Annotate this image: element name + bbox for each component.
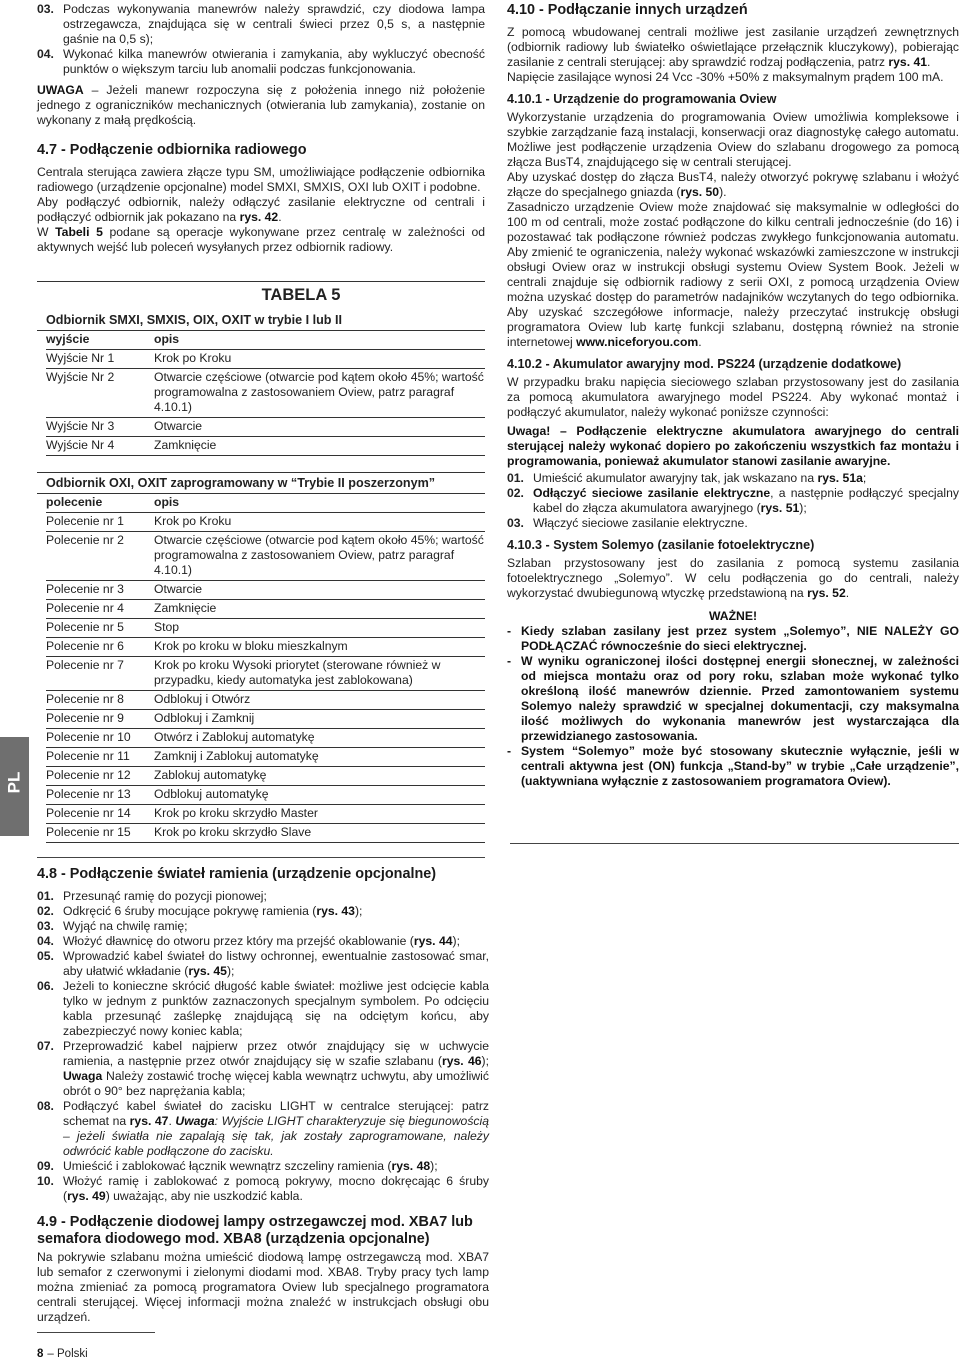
- table-row: [46, 691, 485, 710]
- right-column: [507, 2, 959, 789]
- table-cell-key: Polecenie nr 3: [46, 582, 124, 596]
- paragraph: Napięcie zasilające wynosi 24 Vcc -30% +50% z maksymalnym prądem 100 mA.: [507, 70, 944, 84]
- website-link[interactable]: www.niceforyou.com: [576, 335, 699, 349]
- table-cell-key: Polecenie nr 11: [46, 749, 130, 763]
- table-cell-desc: Krok po kroku Wysoki priorytet (sterowane również w przypadku, kiedy automatyka jest zablokowana): [154, 658, 441, 687]
- step-number: 01.: [507, 471, 524, 485]
- section-heading-4-10-3: 4.10.3 - System Solemyo (zasilanie fotoelektryczne): [507, 538, 815, 552]
- step-02: [507, 486, 959, 516]
- table-cell-desc: Zablokuj automatykę: [154, 768, 267, 782]
- figure-ref: rys. 52: [807, 586, 846, 600]
- table-cell-key: Polecenie nr 15: [46, 825, 131, 839]
- step-item: [37, 904, 489, 919]
- table-row: [46, 657, 485, 691]
- step-03: [37, 2, 485, 47]
- table-cell-desc: Krok po kroku skrzydło Slave: [154, 825, 312, 839]
- step-item: [37, 919, 489, 934]
- paragraph: W przypadku braku napięcia sieciowego szlaban przystosowany jest do zasilania za pomocą akumulatora awaryjnego model PS224. Aby wykonać montaż i podłączyć akumulator, należy wykonać poniższe czynności:: [507, 375, 959, 419]
- table-cell-desc: Otwarcie częściowe (otwarcie pod kątem około 45%; wartość programowalna z zastosowaniem Oview, patrz paragraf 4.10.1): [154, 370, 484, 414]
- left-column: [37, 2, 485, 255]
- important-item: - Kiedy szlaban zasilany jest przez system „Solemyo”, NIE NALEŻY GO PODŁĄCZAĆ równocześnie do sieci elektrycznej.: [507, 624, 959, 653]
- step-number: 03.: [37, 919, 54, 933]
- step-07: 07. Przeprowadzić kabel najpierw przez otwór znajdujący się w uchwycie ramienia, a następnie przez otwór znajdujący się w szafie szlabanu (rys. 46); Uwaga Należy zostawić trochę więcej kabla wewnątrz uchwytu, aby umożliwić obrót o 90° bez naprężania kabla;: [37, 1039, 489, 1098]
- divider: [510, 843, 959, 844]
- uwaga-label: UWAGA: [37, 83, 84, 97]
- table-header-row: [46, 494, 485, 513]
- column-header: polecenie: [46, 495, 103, 509]
- table-cell-key: Polecenie nr 2: [46, 533, 124, 547]
- table-cell-key: Wyjście Nr 4: [46, 438, 115, 452]
- table-row: [46, 786, 485, 805]
- table-cell-desc: Krok po Kroku: [154, 514, 232, 528]
- important-heading: WAŻNE!: [708, 609, 758, 623]
- step-number: 02.: [37, 904, 54, 918]
- language-tab-label: PL: [4, 771, 24, 794]
- step-item: [37, 889, 489, 904]
- step-number: 01.: [37, 889, 54, 903]
- table-cell-key: Polecenie nr 6: [46, 639, 124, 653]
- paragraph: Aby uzyskać dostęp do złącza BusT4, należy otworzyć pokrywę szlabanu i włożyć złącze do specjalnego gniazda (rys. 50).: [507, 170, 959, 199]
- table-row: [46, 824, 485, 843]
- table-row: [46, 369, 485, 418]
- section-heading-4-10-2: 4.10.2 - Akumulator awaryjny mod. PS224 (urządzenie dodatkowe): [507, 357, 902, 371]
- table-row: [46, 437, 485, 456]
- section-heading-4-10-1: 4.10.1 - Urządzenie do programowania Oview: [507, 92, 777, 106]
- figure-ref: rys. 50: [680, 185, 720, 199]
- table-row: [46, 729, 485, 748]
- table-row: [46, 767, 485, 786]
- step-text: Odłączyć sieciowe zasilanie elektryczne, a następnie podłączyć specjalny kabel do złącza akumulatora awaryjnego (rys. 51);: [533, 486, 960, 515]
- figure-ref: rys. 42: [239, 210, 279, 224]
- step-item: [37, 934, 489, 949]
- table-cell-desc: Otwarcie: [154, 582, 203, 596]
- table-cell-key: Polecenie nr 9: [46, 711, 124, 725]
- important-item: - W wyniku ograniczonej ilości dostępnej energii słonecznej, w zależności od miejsca montażu oraz od pory roku, szlaban może wykonać tylko określoną ilość manewrów dziennie. Przed zamontowaniem systemu Solemyo należy sprawdzić w specjalnej dokumentacji, czy maksymalna ilość możliwych do wykonania manewrów jest wystarczająca dla przewidzianego zastosowania.: [507, 654, 959, 743]
- divider: [37, 857, 485, 858]
- uwaga-note: [37, 83, 485, 128]
- step-number: 03.: [37, 2, 54, 16]
- footer-rule: [37, 1332, 155, 1333]
- bottom-section: [37, 866, 489, 1325]
- table-cell-desc: Otwórz i Zablokuj automatykę: [154, 730, 315, 744]
- paragraph: Wykorzystanie urządzenia do programowania Oview umożliwia kompleksowe i szybkie zarządzanie fazą instalacji, konserwacji oraz diagnostykę całego automatu. Możliwe jest podłączenie urządzenia Oview do szlabanu drogowego za pomocą złącza BusT4, znajdującego się w centrali sterującej.: [507, 110, 959, 169]
- table-cell-desc: Krok po kroku w bloku mieszkalnym: [154, 639, 348, 653]
- paragraph: Szlaban przystosowany jest do zasilania z pomocą systemu zasilania fotoelektrycznego „Solemyo”. W celu podłączenia go do centrali, należy wykorzystać dwubiegunową wtyczkę przedstawioną na rys. 52.: [507, 556, 959, 600]
- table-section-rows: [37, 350, 485, 456]
- language-tab: [0, 737, 29, 836]
- table-row: [46, 748, 485, 767]
- table-row: [46, 805, 485, 824]
- table-row: [46, 619, 485, 638]
- steps-list: [37, 889, 489, 1039]
- step-number: 05.: [37, 949, 54, 963]
- step-number: 04.: [37, 47, 54, 61]
- paragraph: Na pokrywie szlabanu można umieścić diodową lampę ostrzegawczą mod. XBA7 lub semafor z czerwonymi i zielonymi diodami mod. XBA8. Tryby pracy tych lamp można zmieniać za pomocą programatora Oview lub specjalnego programatora centrali sterującej. Więcej informacji można znaleźć w instrukcjach obsługi obu urządzeń.: [37, 1250, 489, 1324]
- step-text: Podczas wykonywania manewrów należy sprawdzić, czy diodowa lampa ostrzegawcza, znajdująca się w centrali świeci przez 0,5 s, a następnie gaśnie na 0,5 s);: [63, 2, 485, 46]
- page-footer: [37, 1347, 88, 1362]
- table-cell-key: Wyjście Nr 1: [46, 351, 115, 365]
- step-text: Przesunąć ramię do pozycji pionowej;: [63, 889, 267, 903]
- paragraph: W Tabeli 5 podane są operacje wykonywane przez centralę w zależności od aktywnych wejść lub poleceń wysyłanych przez odbiornik radiowy.: [37, 225, 485, 254]
- important-item: - System “Solemyo” może być stosowany skutecznie wyłącznie, jeśli w centrali aktywna jest (ON) funkcja „Stand-by” w trybie „Całe urządzenie”, (uaktywniana wyłącznie z zastosowaniem programatora Oview).: [507, 744, 959, 788]
- step-text: Włączyć sieciowe zasilanie elektryczne.: [533, 516, 748, 530]
- paragraph: Zasadniczo urządzenie Oview może znajdować się maksymalnie w odległości do 100 m od centrali, może zostać podłączone do kilku centrali jednocześnie (do 16) i pozostawać tak podłączone również podczas zwykłego funkcjonowania automatu. Aby zmienić te ograniczenia, należy wykonać wskazówki zamieszczone w instrukcji obsługi Oview oraz w instrukcji obsługi systemu Oview System Book. Jeżeli w centrali znajduje się odbiornik radiowy z serii OXI, z pomocą urządzenia Oview można uzyskać dostęp do parametrów nadajników wczytanych do tego odbiornika. Aby uzyskać szczegółowe informacje, należy przeczytać instrukcję obsługi programatora Oview lub kartę funkcji szlabanu, dostępną również na stronie internetowej www.niceforyou.com.: [507, 200, 959, 349]
- table-cell-key: Polecenie nr 5: [46, 620, 124, 634]
- table-cell-key: Polecenie nr 7: [46, 658, 124, 672]
- table-row: [46, 710, 485, 729]
- table-section-rows: [37, 513, 485, 843]
- table-cell-key: Polecenie nr 1: [46, 514, 124, 528]
- step-number: 03.: [507, 516, 524, 530]
- warning-paragraph: Uwaga! – Podłączenie elektryczne akumulatora awaryjnego do centrali sterującej należy wykonać dopiero po zakończeniu wszystkich faz montażu i programowania, ponieważ akumulator stanowi zasilanie awaryjne.: [507, 424, 959, 468]
- step-text: Jeżeli to konieczne skrócić długość kable świateł: możliwe jest odcięcie kabla tylko w jednym z punktów zaznaczonych specjalnym symbolem. Po odcięciu kabla przesunąć zaślepkę znajdującą się na odciętym końcu, aby zabezpieczyć nowy koniec kabla;: [63, 979, 489, 1038]
- table-cell-key: Wyjście Nr 3: [46, 419, 115, 433]
- table-cell-desc: Odblokuj i Zamknij: [154, 711, 255, 725]
- page-number: 8: [37, 1348, 44, 1360]
- table-row: [46, 581, 485, 600]
- step-04: [37, 47, 485, 77]
- table-row: [46, 600, 485, 619]
- table-row: [46, 418, 485, 437]
- table-section-heading: Odbiornik OXI, OXIT zaprogramowany w “Trybie II poszerzonym”: [37, 472, 485, 494]
- table-cell-key: Polecenie nr 8: [46, 692, 124, 706]
- table-cell-desc: Zamknięcie: [154, 438, 217, 452]
- step-number: 04.: [37, 934, 54, 948]
- column-header: opis: [154, 332, 180, 346]
- figure-ref: rys. 41: [888, 55, 928, 69]
- section-heading-4-7: 4.7 - Podłączenie odbiornika radiowego: [37, 142, 307, 158]
- step-number: 06.: [37, 979, 54, 993]
- step-09: 09. Umieścić i zablokować łącznik wewnątrz szczeliny ramienia (rys. 48);: [37, 1159, 438, 1173]
- step-item: [37, 949, 489, 979]
- step-text: Włożyć dławnicę do otworu przez który ma przejść okablowanie (rys. 44);: [63, 934, 460, 948]
- table-row: [46, 638, 485, 657]
- step-item: [37, 979, 489, 1039]
- table-title: TABELA 5: [261, 286, 341, 304]
- step-03: [507, 516, 959, 531]
- paragraph: Aby podłączyć odbiornik, należy odłączyć zasilanie elektryczne od centrali i podłączyć odbiornik jak pokazano na rys. 42.: [37, 195, 485, 224]
- table-section-heading: Odbiornik SMXI, SMXIS, OIX, OXIT w trybie I lub II: [37, 310, 485, 331]
- table-row: [46, 513, 485, 532]
- table-cell-desc: Zamknij i Zablokuj automatykę: [154, 749, 319, 763]
- step-number: 02.: [507, 486, 524, 500]
- section-heading-4-10: 4.10 - Podłączanie innych urządzeń: [507, 2, 748, 18]
- step-01: [507, 471, 959, 486]
- table-cell-desc: Zamknięcie: [154, 601, 217, 615]
- table-cell-desc: Krok po Kroku: [154, 351, 232, 365]
- table-cell-key: Polecenie nr 12: [46, 768, 131, 782]
- step-text: Odkręcić 6 śruby mocujące pokrywę ramienia (rys. 43);: [63, 904, 363, 918]
- table-cell-key: Polecenie nr 14: [46, 806, 131, 820]
- table-cell-desc: Otwarcie: [154, 419, 203, 433]
- table-cell-key: Polecenie nr 4: [46, 601, 124, 615]
- table-cell-desc: Krok po kroku skrzydło Master: [154, 806, 318, 820]
- footer-language: – Polski: [47, 1348, 88, 1360]
- table-row: [46, 532, 485, 581]
- step-text: Wprowadzić kabel świateł do listwy ochronnej, ewentualnie zastosować smar, aby ułatwić wkładanie (rys. 45);: [63, 949, 489, 978]
- step-08: 08. Podłączyć kabel świateł do zacisku LIGHT w centralce sterującej: patrz schemat na rys. 47. Uwaga: Wyjście LIGHT charakteryzuje się biegunowością – jeżeli światła nie zapalają się tak, jak zostały zaprogramowane, należy odwrócić kable podłączone do zacisku.: [37, 1099, 489, 1158]
- table-cell-key: Polecenie nr 10: [46, 730, 131, 744]
- table-cell-desc: Odblokuj i Otwórz: [154, 692, 251, 706]
- table-cell-desc: Stop: [154, 620, 180, 634]
- section-heading-4-9: 4.9 - Podłączenie diodowej lampy ostrzegawczej mod. XBA7 lub semafora diodowego mod. XBA8 (urządzenia opcjonalne): [37, 1214, 473, 1247]
- table-cell-key: Wyjście Nr 2: [46, 370, 115, 384]
- step-text: Wykonać kilka manewrów otwierania i zamykania, aby wykluczyć obecność punktów o większym tarciu lub anomalii podczas funkcjonowania.: [63, 47, 485, 76]
- step-10: 10. Włożyć ramię i zablokować z pomocą pokrywy, mocno dokręcając 6 śruby (rys. 49) uważając, aby nie uszkodzić kabla.: [37, 1174, 489, 1203]
- table-cell-key: Polecenie nr 13: [46, 787, 131, 801]
- table-cell-desc: Odblokuj automatykę: [154, 787, 269, 801]
- step-text: Umieścić akumulator awaryjny tak, jak wskazano na rys. 51a;: [533, 471, 867, 485]
- table-row: [46, 350, 485, 369]
- paragraph: Z pomocą wbudowanej centrali możliwe jest zasilanie urządzeń zewnętrznych (odbiornik radiowy lub światełko oświetlające przełącznik kluczykowy), pobierając zasilanie z centrali sterującej: aby sprawdzić rodzaj podłączenia, patrz rys. 41.: [507, 25, 959, 69]
- column-header: opis: [154, 495, 180, 509]
- table-ref: Tabeli 5: [55, 225, 103, 239]
- column-header: wyjście: [46, 332, 90, 346]
- table-cell-desc: Otwarcie częściowe (otwarcie pod kątem około 45%; wartość programowalna z zastosowaniem Oview, patrz paragraf 4.10.1): [154, 533, 484, 577]
- section-heading-4-8: 4.8 - Podłączenie świateł ramienia (urządzenie opcjonalne): [37, 866, 437, 882]
- uwaga-text: – Jeżeli manewr rozpoczyna się z położenia innego niż położenie jednego z ograniczników mechanicznych (otwierania lub zamykania), zostanie on wykonany z małą prędkością.: [37, 83, 485, 127]
- table-5: [37, 276, 485, 843]
- table-header-row: [46, 331, 485, 350]
- paragraph: Centrala sterująca zawiera złącze typu SM, umożliwiające podłączenie odbiornika radiowego (urządzenie opcjonalne) model SMXI, SMXIS, OXI lub OXIT i podobne.: [37, 165, 485, 194]
- step-text: Wyjąć na chwilę ramię;: [63, 919, 188, 933]
